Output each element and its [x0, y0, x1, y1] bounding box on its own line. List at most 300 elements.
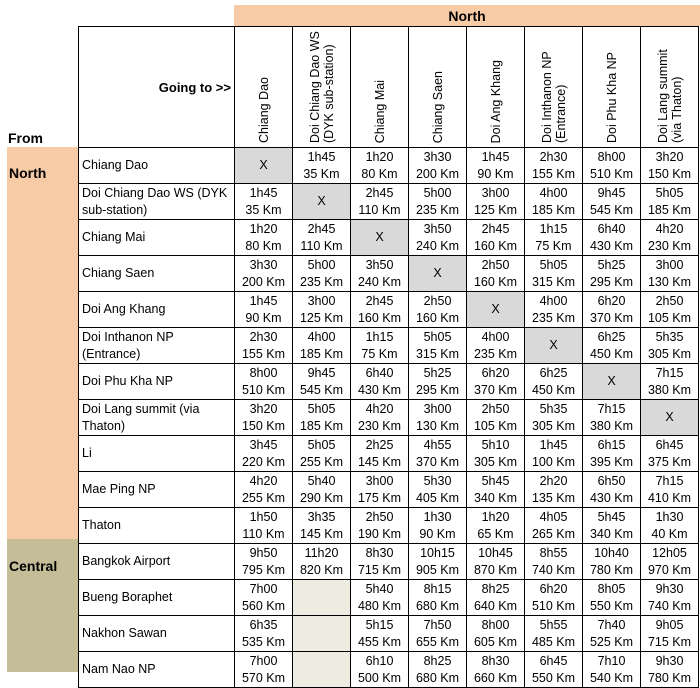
route-cell	[641, 256, 699, 292]
travel-distance: 605 Km	[473, 634, 518, 649]
route-cell	[641, 220, 699, 256]
travel-distance: 200 Km	[415, 166, 460, 181]
travel-time: 2h20	[539, 473, 568, 488]
travel-distance: 90 Km	[477, 166, 514, 181]
travel-distance: 680 Km	[415, 598, 460, 613]
travel-distance: 370 Km	[473, 382, 518, 397]
route-cell	[467, 148, 525, 184]
self-mark: X	[607, 374, 616, 388]
route-cell	[525, 652, 583, 688]
travel-distance: 40 Km	[651, 526, 688, 541]
travel-distance: 110 Km	[242, 526, 285, 541]
column-header	[235, 27, 293, 148]
route-cell	[351, 364, 409, 400]
travel-distance: 100 Km	[531, 454, 576, 469]
travel-distance: 125 Km	[473, 202, 518, 217]
route-cell	[351, 652, 409, 688]
travel-time: 5h10	[481, 437, 510, 452]
travel-distance: 130 Km	[415, 418, 460, 433]
travel-time: 7h15	[597, 401, 626, 416]
route-cell	[641, 148, 699, 184]
travel-distance: 970 Km	[647, 562, 692, 577]
travel-distance: 640 Km	[473, 598, 518, 613]
travel-time: 5h45	[597, 509, 626, 524]
travel-time: 4h20	[655, 221, 684, 236]
travel-time: 7h50	[423, 617, 452, 632]
travel-time: 2h50	[481, 257, 510, 272]
travel-distance: 550 Km	[589, 598, 634, 613]
route-cell	[409, 364, 467, 400]
travel-distance: 255 Km	[241, 490, 286, 505]
row-label: Mae Ping NP	[79, 472, 235, 508]
travel-distance: 510 Km	[241, 382, 286, 397]
route-cell	[467, 508, 525, 544]
travel-distance: 545 Km	[299, 382, 344, 397]
self-mark: X	[433, 266, 442, 280]
self-mark: X	[665, 410, 674, 424]
travel-distance: 105 Km	[473, 418, 518, 433]
route-cell	[467, 544, 525, 580]
travel-distance: 185 Km	[299, 346, 344, 361]
route-cell	[293, 256, 351, 292]
travel-distance: 125 Km	[299, 310, 344, 325]
self-cell	[525, 328, 583, 364]
table-row	[79, 148, 699, 184]
route-cell	[351, 256, 409, 292]
route-cell	[467, 364, 525, 400]
travel-time: 2h50	[655, 293, 684, 308]
route-cell	[583, 508, 641, 544]
route-cell	[583, 256, 641, 292]
route-cell	[351, 544, 409, 580]
route-cell	[525, 580, 583, 616]
travel-distance: 305 Km	[647, 346, 692, 361]
travel-time: 8h00	[597, 149, 626, 164]
route-cell	[641, 580, 699, 616]
route-cell	[583, 400, 641, 436]
travel-time: 7h00	[249, 581, 278, 596]
route-cell	[409, 148, 467, 184]
travel-time: 7h40	[597, 617, 626, 632]
travel-time: 8h30	[365, 545, 394, 560]
travel-time: 5h25	[597, 257, 626, 272]
route-cell	[583, 220, 641, 256]
row-label: Li	[79, 436, 235, 472]
self-cell	[409, 256, 467, 292]
self-mark: X	[317, 194, 326, 208]
column-header-label: Doi Inthanon NP (Entrance)	[539, 51, 568, 143]
route-cell	[293, 400, 351, 436]
route-cell	[409, 580, 467, 616]
travel-time: 1h45	[481, 149, 510, 164]
route-cell	[583, 544, 641, 580]
travel-distance: 570 Km	[241, 670, 286, 685]
travel-time: 6h40	[365, 365, 394, 380]
travel-distance: 715 Km	[357, 562, 402, 577]
travel-distance: 660 Km	[473, 670, 518, 685]
travel-distance: 135 Km	[531, 490, 576, 505]
travel-distance: 80 Km	[361, 166, 398, 181]
row-region-label: North	[9, 165, 47, 181]
table-row	[79, 616, 699, 652]
travel-distance: 155 Km	[241, 346, 286, 361]
column-header-label: Chiang Mai	[372, 79, 387, 143]
travel-distance: 110 Km	[300, 238, 343, 253]
route-cell	[583, 652, 641, 688]
travel-time: 9h50	[249, 545, 278, 560]
column-header	[409, 27, 467, 148]
travel-distance: 740 Km	[531, 562, 576, 577]
travel-time: 1h15	[365, 329, 394, 344]
route-cell	[641, 652, 699, 688]
going-to-label: Going to >>	[158, 80, 231, 95]
travel-distance: 235 Km	[473, 346, 518, 361]
travel-distance: 80 Km	[245, 238, 282, 253]
travel-time: 5h40	[365, 581, 394, 596]
table-row	[79, 292, 699, 328]
travel-distance: 290 Km	[299, 490, 344, 505]
travel-distance: 370 Km	[415, 454, 460, 469]
travel-time: 1h15	[539, 221, 568, 236]
travel-time: 4h20	[365, 401, 394, 416]
route-cell	[293, 436, 351, 472]
self-cell	[235, 148, 293, 184]
travel-distance: 295 Km	[589, 274, 634, 289]
travel-distance: 820 Km	[299, 562, 344, 577]
travel-time: 5h55	[539, 617, 568, 632]
row-label: Bangkok Airport	[79, 544, 235, 580]
row-region-label: Central	[9, 558, 58, 574]
route-cell	[467, 184, 525, 220]
travel-distance: 340 Km	[589, 526, 634, 541]
row-label: Doi Ang Khang	[79, 292, 235, 328]
travel-time: 2h50	[365, 509, 394, 524]
travel-time: 6h45	[539, 653, 568, 668]
route-cell	[351, 472, 409, 508]
route-cell	[467, 328, 525, 364]
route-cell	[409, 436, 467, 472]
travel-time: 6h40	[597, 221, 626, 236]
column-header	[525, 27, 583, 148]
route-cell	[583, 292, 641, 328]
travel-time: 5h35	[539, 401, 568, 416]
route-cell	[235, 544, 293, 580]
route-cell	[583, 328, 641, 364]
route-cell	[467, 436, 525, 472]
route-cell	[235, 436, 293, 472]
travel-distance: 200 Km	[241, 274, 286, 289]
route-cell	[235, 580, 293, 616]
travel-distance: 90 Km	[245, 310, 282, 325]
travel-distance: 230 Km	[647, 238, 692, 253]
route-cell	[293, 220, 351, 256]
empty-cell	[293, 616, 351, 652]
travel-distance: 155 Km	[531, 166, 576, 181]
route-cell	[641, 328, 699, 364]
route-cell	[583, 436, 641, 472]
travel-distance: 450 Km	[589, 346, 634, 361]
travel-time: 6h45	[655, 437, 684, 452]
route-cell	[235, 616, 293, 652]
travel-distance: 150 Km	[647, 166, 692, 181]
route-cell	[351, 328, 409, 364]
travel-time: 8h25	[481, 581, 510, 596]
column-header-label: Doi Lang summit (via Thaton)	[655, 49, 684, 143]
route-cell	[467, 220, 525, 256]
travel-time: 8h30	[481, 653, 510, 668]
travel-distance: 235 Km	[531, 310, 576, 325]
route-cell	[467, 652, 525, 688]
travel-distance: 295 Km	[415, 382, 460, 397]
travel-distance: 430 Km	[357, 382, 402, 397]
travel-time: 3h30	[249, 257, 278, 272]
route-cell	[467, 580, 525, 616]
travel-distance: 410 Km	[647, 490, 692, 505]
travel-distance: 160 Km	[473, 274, 518, 289]
route-cell	[641, 292, 699, 328]
travel-time: 8h25	[423, 653, 452, 668]
travel-time: 3h30	[423, 149, 452, 164]
route-cell	[583, 184, 641, 220]
route-cell	[525, 148, 583, 184]
travel-time: 6h20	[539, 581, 568, 596]
route-cell	[235, 400, 293, 436]
travel-distance: 255 Km	[299, 454, 344, 469]
route-cell	[583, 616, 641, 652]
row-label: Thaton	[79, 508, 235, 544]
travel-time: 2h30	[539, 149, 568, 164]
route-cell	[293, 328, 351, 364]
travel-time: 7h10	[597, 653, 626, 668]
route-cell	[351, 184, 409, 220]
travel-time: 1h20	[249, 221, 278, 236]
table-row	[79, 256, 699, 292]
travel-time: 8h15	[423, 581, 452, 596]
column-header	[467, 27, 525, 148]
travel-distance: 150 Km	[241, 418, 286, 433]
route-cell	[525, 616, 583, 652]
travel-distance: 510 Km	[531, 598, 576, 613]
travel-time: 5h35	[655, 329, 684, 344]
route-cell	[351, 580, 409, 616]
route-cell	[525, 256, 583, 292]
column-header-label: Doi Ang Khang	[488, 59, 503, 143]
route-cell	[467, 472, 525, 508]
row-label: Chiang Mai	[79, 220, 235, 256]
row-label: Doi Phu Kha NP	[79, 364, 235, 400]
column-header-row	[79, 27, 699, 148]
travel-distance: 455 Km	[357, 634, 402, 649]
travel-time: 3h00	[655, 257, 684, 272]
route-cell	[409, 400, 467, 436]
travel-time: 8h05	[597, 581, 626, 596]
route-cell	[235, 256, 293, 292]
route-cell	[525, 220, 583, 256]
route-cell	[641, 472, 699, 508]
travel-time: 3h50	[423, 221, 452, 236]
travel-time: 2h25	[365, 437, 394, 452]
route-cell	[467, 616, 525, 652]
row-label: Chiang Saen	[79, 256, 235, 292]
travel-distance: 110 Km	[358, 202, 401, 217]
travel-time: 6h20	[597, 293, 626, 308]
travel-distance: 75 Km	[361, 346, 398, 361]
travel-time: 4h55	[423, 437, 452, 452]
route-cell	[293, 508, 351, 544]
self-cell	[583, 364, 641, 400]
route-cell	[235, 184, 293, 220]
travel-time: 3h35	[307, 509, 336, 524]
travel-time: 6h20	[481, 365, 510, 380]
self-mark: X	[549, 338, 558, 352]
route-cell	[525, 400, 583, 436]
travel-time: 1h30	[423, 509, 452, 524]
route-cell	[235, 364, 293, 400]
self-mark: X	[375, 230, 384, 244]
travel-time: 1h50	[249, 509, 278, 524]
route-cell	[641, 364, 699, 400]
from-label: From	[8, 130, 43, 146]
table-row	[79, 508, 699, 544]
column-header-label: Doi Chiang Dao WS (DYK sub-station)	[307, 31, 336, 143]
travel-distance: 35 Km	[303, 166, 340, 181]
route-cell	[583, 472, 641, 508]
travel-time: 4h00	[481, 329, 510, 344]
self-cell	[641, 400, 699, 436]
travel-distance: 35 Km	[245, 202, 282, 217]
column-header	[583, 27, 641, 148]
route-cell	[641, 544, 699, 580]
travel-time: 6h35	[249, 617, 278, 632]
travel-time: 2h45	[481, 221, 510, 236]
route-cell	[525, 184, 583, 220]
travel-time: 3h00	[423, 401, 452, 416]
self-cell	[467, 292, 525, 328]
travel-time: 3h20	[655, 149, 684, 164]
route-cell	[235, 652, 293, 688]
row-region-central	[7, 539, 78, 672]
row-label: Doi Lang summit (via Thaton)	[79, 400, 235, 436]
travel-distance: 715 Km	[647, 634, 692, 649]
travel-distance: 65 Km	[477, 526, 514, 541]
travel-time: 8h00	[249, 365, 278, 380]
travel-distance: 395 Km	[589, 454, 634, 469]
route-cell	[293, 472, 351, 508]
row-label: Chiang Dao	[79, 148, 235, 184]
travel-time: 5h05	[655, 185, 684, 200]
route-cell	[409, 184, 467, 220]
travel-distance: 305 Km	[531, 418, 576, 433]
travel-time: 9h30	[655, 653, 684, 668]
travel-distance: 485 Km	[531, 634, 576, 649]
route-cell	[351, 292, 409, 328]
travel-distance: 340 Km	[473, 490, 518, 505]
route-cell	[467, 256, 525, 292]
travel-distance: 175 Km	[357, 490, 402, 505]
travel-time: 9h05	[655, 617, 684, 632]
travel-time: 4h00	[307, 329, 336, 344]
travel-distance: 190 Km	[357, 526, 402, 541]
travel-distance: 780 Km	[589, 562, 634, 577]
column-header	[641, 27, 699, 148]
route-cell	[235, 472, 293, 508]
travel-distance: 230 Km	[357, 418, 402, 433]
travel-distance: 130 Km	[647, 274, 692, 289]
travel-distance: 160 Km	[357, 310, 402, 325]
travel-distance: 185 Km	[531, 202, 576, 217]
travel-distance: 145 Km	[357, 454, 402, 469]
travel-distance: 305 Km	[473, 454, 518, 469]
travel-time: 7h15	[655, 473, 684, 488]
route-cell	[641, 184, 699, 220]
travel-time: 6h10	[365, 653, 394, 668]
travel-distance: 380 Km	[647, 382, 692, 397]
travel-time: 1h45	[249, 185, 278, 200]
route-cell	[525, 508, 583, 544]
travel-distance: 545 Km	[589, 202, 634, 217]
travel-time: 2h50	[481, 401, 510, 416]
travel-distance: 535 Km	[241, 634, 286, 649]
travel-distance: 450 Km	[531, 382, 576, 397]
route-cell	[409, 652, 467, 688]
travel-time: 6h15	[597, 437, 626, 452]
travel-time: 8h00	[481, 617, 510, 632]
travel-time: 5h00	[423, 185, 452, 200]
column-region-north	[234, 5, 700, 26]
table-row	[79, 400, 699, 436]
route-cell	[235, 292, 293, 328]
route-cell	[235, 220, 293, 256]
route-cell	[235, 328, 293, 364]
table-row	[79, 436, 699, 472]
column-header-label: Doi Phu Kha NP	[604, 51, 619, 143]
route-cell	[583, 148, 641, 184]
row-label: Bueng Boraphet	[79, 580, 235, 616]
travel-time: 1h45	[307, 149, 336, 164]
empty-cell	[293, 652, 351, 688]
travel-time: 10h45	[478, 545, 513, 560]
travel-time: 5h05	[307, 401, 336, 416]
route-cell	[409, 508, 467, 544]
route-cell	[293, 292, 351, 328]
travel-time: 1h20	[481, 509, 510, 524]
travel-distance: 315 Km	[531, 274, 576, 289]
travel-distance: 370 Km	[589, 310, 634, 325]
travel-time: 3h00	[481, 185, 510, 200]
route-cell	[293, 544, 351, 580]
travel-time: 4h00	[539, 293, 568, 308]
travel-time: 2h45	[365, 185, 394, 200]
route-cell	[351, 508, 409, 544]
route-cell	[409, 544, 467, 580]
table-row	[79, 220, 699, 256]
travel-time: 5h15	[365, 617, 394, 632]
travel-distance: 240 Km	[415, 238, 460, 253]
travel-time: 3h00	[365, 473, 394, 488]
travel-distance: 160 Km	[473, 238, 518, 253]
travel-time: 3h00	[307, 293, 336, 308]
column-header-label: Chiang Saen	[430, 70, 445, 143]
travel-distance: 540 Km	[589, 670, 634, 685]
route-cell	[293, 148, 351, 184]
travel-distance: 430 Km	[589, 238, 634, 253]
row-label: Nam Nao NP	[79, 652, 235, 688]
travel-distance: 375 Km	[647, 454, 692, 469]
corner-header	[79, 27, 235, 148]
table-row	[79, 544, 699, 580]
route-cell	[525, 292, 583, 328]
travel-time: 1h20	[365, 149, 394, 164]
